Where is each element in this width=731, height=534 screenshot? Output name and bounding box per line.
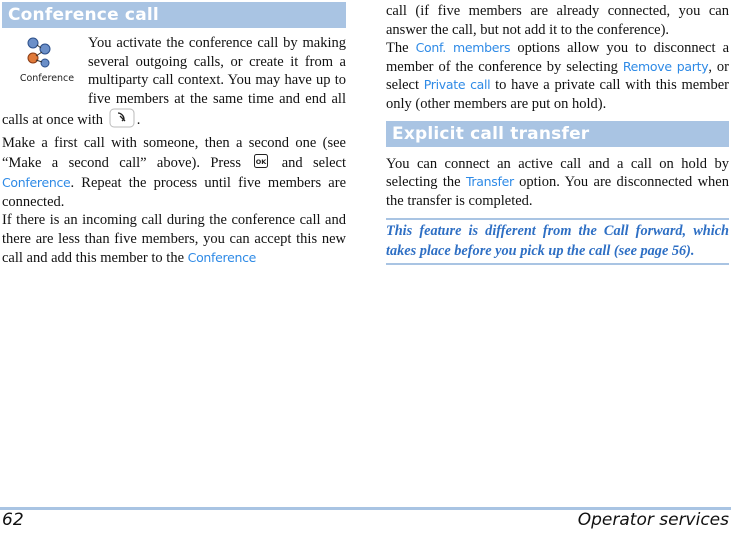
p2-text-b: and select xyxy=(281,154,346,171)
menu-remove-party: Remove party xyxy=(622,58,709,74)
right-paragraph-1: call (if five members are already connected, you can answer the call, but not add it to the conference). xyxy=(386,3,729,38)
conference-icon xyxy=(24,36,54,70)
menu-conference: Conference xyxy=(2,175,71,191)
note-box: This feature is different from the Call forward, which takes place before you pick up the call (see page 56). xyxy=(386,218,729,265)
menu-transfer: Transfer xyxy=(465,174,514,190)
p2r-text-c: , or select xyxy=(386,58,729,94)
p2-text-c: . Repeat the process until five members are connected. xyxy=(2,175,346,210)
p1-text: You activate the conference call by making several outgoing calls, or create it from a multiparty call context. You may have up to five members at the same time and end all calls at once with xyxy=(2,35,346,129)
transfer-paragraph xyxy=(386,155,729,211)
menu-conf-members: Conf. members xyxy=(415,40,511,56)
menu-private-call: Private call xyxy=(423,77,491,93)
p3-text: If there is an incoming call during the conference call and there are less than five members, you can accept this new call and add this member to the xyxy=(2,212,346,266)
section-heading-explicit-call-transfer: Explicit call transfer xyxy=(386,121,729,147)
page-number: 62 xyxy=(2,510,24,530)
ok-key-icon xyxy=(253,153,269,175)
end-call-key-icon xyxy=(109,108,135,134)
footer-section-title: Operator services xyxy=(577,510,729,530)
p2r-text-a: The xyxy=(386,40,409,57)
conference-paragraph-3 xyxy=(2,211,346,267)
p2r-text-d: to have a private call with this member only (other members are put on hold). xyxy=(386,77,729,112)
p3r-text-b: option. You are disconnected when the transfer is completed. xyxy=(386,174,729,209)
p3r-text-a: You can connect an active call and a call on hold by selecting the xyxy=(386,155,729,191)
conference-icon-caption: Conference xyxy=(19,73,75,84)
right-column xyxy=(386,0,729,265)
svg-text:OK: OK xyxy=(256,157,267,166)
conference-paragraph-2 xyxy=(2,134,346,211)
p1-end: . xyxy=(136,112,141,129)
menu-conference-2: Conference xyxy=(187,249,257,265)
section-heading-conference-call: Conference call xyxy=(2,2,346,28)
conference-icon-block xyxy=(2,36,84,90)
p2r-text-b: options allow you to disconnect a member of the conference by selecting xyxy=(386,40,730,75)
right-paragraph-2 xyxy=(386,39,729,113)
left-column xyxy=(2,0,346,267)
p2-text-a: Make a first call with someone, then a second one (see “Make a second call” above). Press xyxy=(2,134,346,171)
